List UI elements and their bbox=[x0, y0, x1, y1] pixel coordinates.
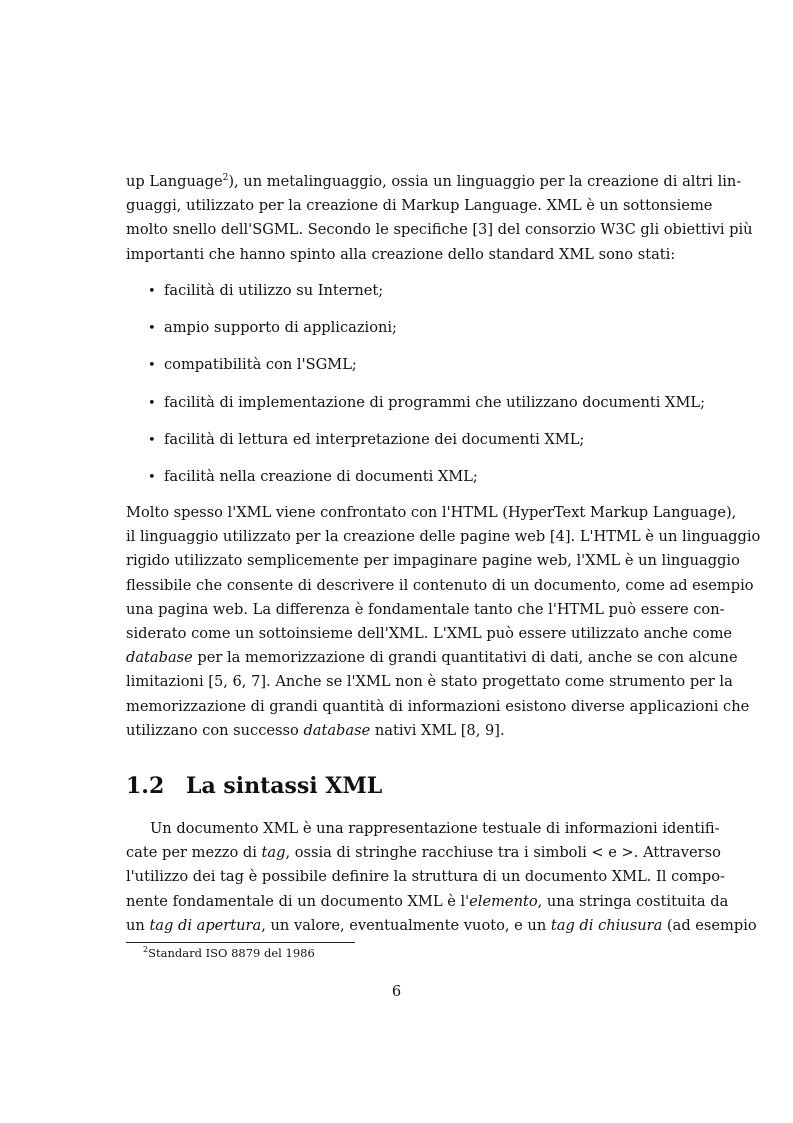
bullet-icon: • bbox=[148, 396, 156, 411]
text-line: Un documento XML è una rappresentazione testuale di informazioni identifi- bbox=[150, 820, 720, 837]
bullet-icon: • bbox=[148, 433, 156, 448]
intro-paragraph bbox=[126, 170, 753, 267]
text-line bbox=[126, 890, 729, 914]
bullet-icon: • bbox=[148, 321, 156, 336]
text-span: un bbox=[126, 916, 150, 934]
paragraph-xml-vs-html bbox=[126, 501, 761, 743]
text-span: , un valore, eventualmente vuoto, e un bbox=[261, 916, 551, 934]
text-line: flessibile che consente di descrivere il contenuto di un documento, come ad esempio bbox=[126, 576, 754, 594]
italic-term: tag bbox=[261, 844, 286, 862]
text-line: una pagina web. La differenza è fondamentale tanto che l'HTML può essere con- bbox=[126, 600, 725, 618]
text-line: memorizzazione di grandi quantità di informazioni esistono diverse applicazioni che bbox=[126, 697, 750, 715]
footnote-mark: 2 bbox=[143, 945, 149, 955]
text-span: up Language bbox=[126, 173, 223, 190]
list-item bbox=[148, 279, 383, 303]
text-line bbox=[126, 914, 757, 938]
text-line bbox=[126, 719, 698, 743]
list-item bbox=[148, 316, 397, 340]
list-item bbox=[148, 428, 584, 452]
paragraph-xml-syntax bbox=[126, 817, 757, 938]
italic-term: database bbox=[303, 721, 371, 739]
text-span: , ossia di stringhe racchiuse tra i simboli < e >. Attraverso bbox=[285, 844, 721, 862]
list-item-text: facilità nella creazione di documenti XML; bbox=[164, 468, 478, 485]
list-item bbox=[148, 465, 478, 489]
footnote-reference: 2 bbox=[222, 173, 229, 184]
text-span: nativi XML [8, 9]. bbox=[370, 721, 505, 739]
footnote bbox=[143, 945, 315, 961]
text-line bbox=[126, 841, 721, 865]
italic-term: tag di apertura bbox=[149, 916, 262, 934]
text-span: per la memorizzazione di grandi quantitativi di dati, anche se con alcune bbox=[192, 649, 738, 667]
italic-term: tag di chiusura bbox=[550, 916, 663, 934]
page-number: 6 bbox=[391, 983, 402, 1000]
text-line: rigido utilizzato semplicemente per impaginare pagine web, l'XML è un linguaggio bbox=[126, 552, 740, 570]
bullet-icon: • bbox=[148, 470, 156, 485]
italic-term: elemento bbox=[469, 892, 538, 910]
text-line: l'utilizzo dei tag è possibile definire la struttura di un documento XML. Il compo- bbox=[126, 868, 725, 886]
text-line bbox=[126, 646, 738, 670]
text-span: ), un metalinguaggio, ossia un linguaggio per la creazione di altri lin- bbox=[228, 173, 742, 190]
list-item-text: facilità di utilizzo su Internet; bbox=[164, 282, 384, 299]
list-item-text: facilità di implementazione di programmi che utilizzano documenti XML; bbox=[164, 394, 705, 411]
bullet-icon: • bbox=[148, 358, 156, 373]
list-item bbox=[148, 391, 705, 415]
text-line: importanti che hanno spinto alla creazione dello standard XML sono stati: bbox=[126, 245, 676, 263]
footnote-text: Standard ISO 8879 del 1986 bbox=[148, 946, 315, 960]
text-span: utilizzano con successo bbox=[126, 721, 304, 739]
list-item-text: ampio supporto di applicazioni; bbox=[164, 319, 397, 336]
text-line: molto snello dell'SGML. Secondo le specifiche [3] del consorzio W3C gli obiettivi più bbox=[126, 221, 753, 239]
footnote-divider bbox=[126, 942, 355, 943]
text-line: Molto spesso l'XML viene confrontato con l'HTML (HyperText Markup Language), bbox=[126, 504, 737, 521]
italic-term: database bbox=[126, 649, 193, 667]
text-span: (ad esempio bbox=[662, 916, 757, 934]
section-heading bbox=[126, 770, 382, 802]
list-item-text: compatibilità con l'SGML; bbox=[164, 356, 357, 373]
text-line: limitazioni [5, 6, 7]. Anche se l'XML non è stato progettato come strumento per la bbox=[126, 673, 733, 691]
text-line: siderato come un sottoinsieme dell'XML. L'XML può essere utilizzato anche come bbox=[126, 624, 733, 642]
bullet-icon: • bbox=[148, 284, 156, 299]
text-span: , una stringa costituita da bbox=[537, 892, 729, 910]
text-line bbox=[126, 170, 742, 194]
section-number: 1.2 bbox=[126, 773, 165, 799]
text-line: il linguaggio utilizzato per la creazione delle pagine web [4]. L'HTML è un linguaggio bbox=[126, 528, 761, 546]
section-title: La sintassi XML bbox=[186, 773, 383, 799]
list-item bbox=[148, 353, 357, 377]
text-line: guaggi, utilizzato per la creazione di Markup Language. XML è un sottonsieme bbox=[126, 197, 713, 215]
list-item-text: facilità di lettura ed interpretazione dei documenti XML; bbox=[164, 431, 585, 448]
text-span: nente fondamentale di un documento XML è l' bbox=[126, 892, 470, 910]
text-span: cate per mezzo di bbox=[126, 844, 262, 862]
